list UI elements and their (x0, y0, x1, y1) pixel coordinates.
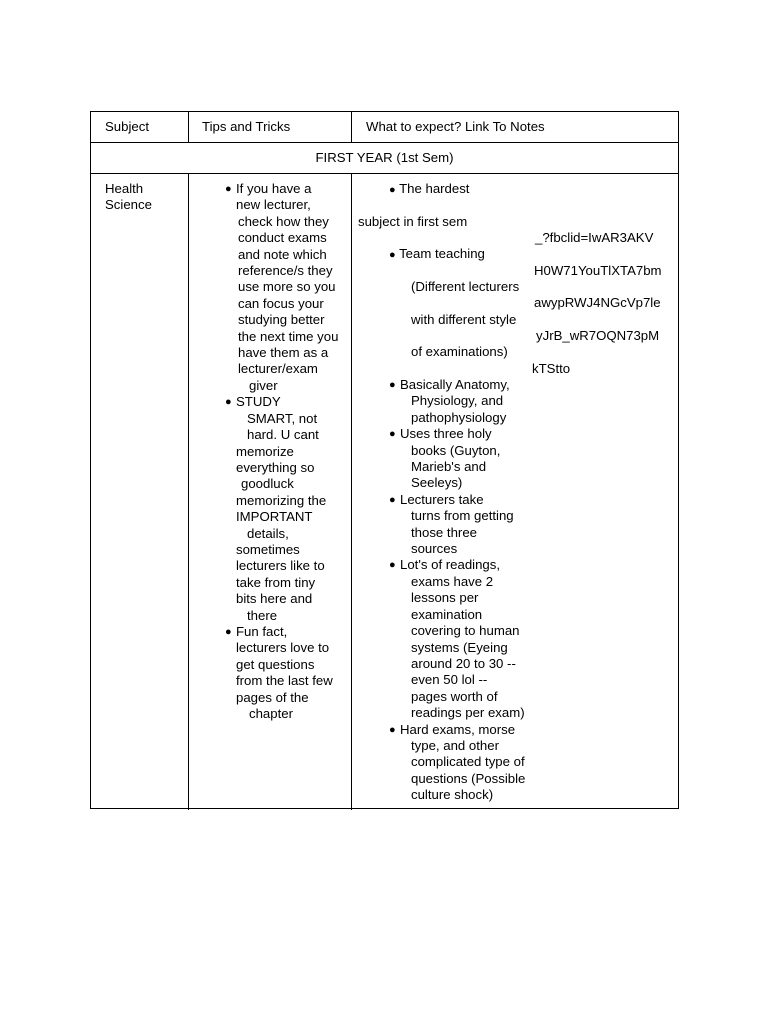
tip-line: studying better (238, 312, 325, 328)
bullet-icon: ● (389, 723, 396, 736)
expect-line: examination (411, 606, 483, 622)
expect-line: Marieb's and (411, 459, 487, 475)
expect-line: around 20 to 30 -- (411, 655, 516, 671)
expect-line: Physiology, and (411, 393, 504, 409)
list-item (389, 426, 525, 492)
tip-line: sometimes (236, 541, 300, 557)
list-item (225, 624, 338, 722)
bullet-icon: ● (225, 183, 232, 195)
expect-line: Lot's of readings, (400, 557, 501, 573)
tip-line: STUDY (236, 394, 281, 410)
tip-line: memorizing the (236, 492, 327, 508)
subject-line: Health (105, 181, 144, 196)
notes-link-line[interactable]: H0W71YouTlXTA7bm (534, 263, 662, 278)
tip-line: details, (247, 525, 289, 541)
list-item (389, 722, 525, 804)
tip-line: Fun fact, (236, 623, 288, 639)
tip-line: new lecturer, (236, 197, 311, 213)
expect-line: books (Guyton, (411, 442, 501, 458)
tip-line: check how they (238, 213, 329, 229)
expect-line: readings per exam) (411, 705, 525, 721)
expect-text: Team teaching (399, 246, 485, 261)
expect-line: covering to human (411, 623, 520, 639)
expect-line: culture shock) (411, 787, 494, 803)
expect-line: pathophysiology (411, 409, 507, 425)
tip-line: bits here and (236, 591, 313, 607)
expect-line: turns from getting (411, 508, 514, 524)
expect-first (389, 181, 469, 198)
header-tips: Tips and Tricks (202, 119, 291, 134)
col-divider (351, 174, 352, 810)
expect-text: The hardest (399, 181, 470, 196)
expect-line: complicated type of (411, 754, 525, 770)
tip-line: IMPORTANT (236, 509, 313, 525)
col-divider (351, 112, 352, 143)
col-divider (188, 174, 189, 810)
list-item (225, 394, 338, 624)
expect-line: even 50 lol -- (411, 672, 488, 688)
tip-line: pages of the (236, 689, 309, 705)
expect-line: lessons per (411, 590, 479, 606)
notes-table (90, 111, 679, 809)
expect-line: questions (Possible (411, 770, 526, 786)
col-divider (188, 112, 189, 143)
list-item (389, 377, 525, 426)
row-divider (91, 142, 678, 143)
bullet-icon: ● (389, 249, 396, 261)
section-title: FIRST YEAR (1st Sem) (315, 150, 454, 165)
tip-line: take from tiny (236, 574, 316, 590)
tip-line: goodluck (241, 476, 294, 492)
tip-line: memorize (236, 443, 294, 459)
expect-line: pages worth of (411, 688, 498, 704)
tip-line: giver (249, 377, 278, 393)
expect-line: Lecturers take (400, 491, 484, 507)
expect-line: Seeleys) (411, 475, 463, 491)
bullet-icon: ● (389, 184, 396, 196)
bullet-icon: ● (389, 428, 396, 441)
expect-line: systems (Eyeing (411, 639, 508, 655)
tip-line: from the last few (236, 673, 333, 689)
notes-link-line[interactable]: awypRWJ4NGcVp7le (534, 295, 661, 310)
expect-line: type, and other (411, 737, 499, 753)
bullet-icon: ● (225, 625, 232, 638)
expect-line: exams have 2 (411, 573, 494, 589)
tip-line: can focus your (238, 295, 324, 311)
expect-first-cont: subject in first sem (358, 214, 468, 229)
expect-line: Basically Anatomy, (400, 377, 510, 392)
bullet-icon: ● (389, 493, 396, 506)
expect-team-line: with different style (411, 312, 517, 327)
tip-line: lecturer/exam (238, 361, 318, 377)
tip-line: lecturers love to (236, 640, 330, 656)
tip-line: the next time you (238, 328, 339, 344)
header-subject: Subject (105, 119, 149, 134)
tip-line: If you have a (236, 181, 312, 196)
tip-line: conduct exams (238, 230, 327, 246)
expect-team-line: of examinations) (411, 344, 508, 359)
list-item (389, 492, 525, 558)
notes-link-line[interactable]: yJrB_wR7OQN73pM (536, 328, 660, 343)
notes-link-line[interactable]: _?fbclid=IwAR3AKV (535, 230, 654, 245)
tip-line: get questions (236, 656, 315, 672)
expect-line: sources (411, 541, 458, 557)
bullet-icon: ● (389, 559, 396, 572)
expect-line: Uses three holy (400, 426, 492, 442)
list-item (389, 557, 525, 721)
tips-list (225, 181, 338, 722)
tip-line: reference/s they (238, 263, 333, 279)
tip-line: hard. U cant (247, 427, 319, 443)
tip-line: use more so you (238, 279, 336, 295)
notes-link-line[interactable]: kTStto (532, 361, 571, 376)
tip-line: everything so (236, 459, 315, 475)
expect-list (389, 377, 525, 804)
tip-line: chapter (249, 706, 293, 721)
tip-line: and note which (238, 246, 327, 262)
list-item (225, 181, 338, 394)
row-divider (91, 173, 678, 174)
bullet-icon: ● (389, 379, 396, 391)
expect-team-line: (Different lecturers (411, 279, 520, 294)
header-expect: What to expect? Link To Notes (366, 119, 545, 134)
expect-line: Hard exams, morse (400, 721, 516, 737)
expect-team (389, 246, 485, 263)
bullet-icon: ● (225, 396, 232, 409)
subject-line: Science (105, 197, 152, 213)
tip-line: lecturers like to (236, 558, 325, 574)
subject-cell (105, 181, 152, 214)
tip-line: there (247, 607, 278, 623)
tip-line: SMART, not (247, 410, 318, 426)
tip-line: have them as a (238, 345, 329, 361)
expect-line: those three (411, 524, 477, 540)
